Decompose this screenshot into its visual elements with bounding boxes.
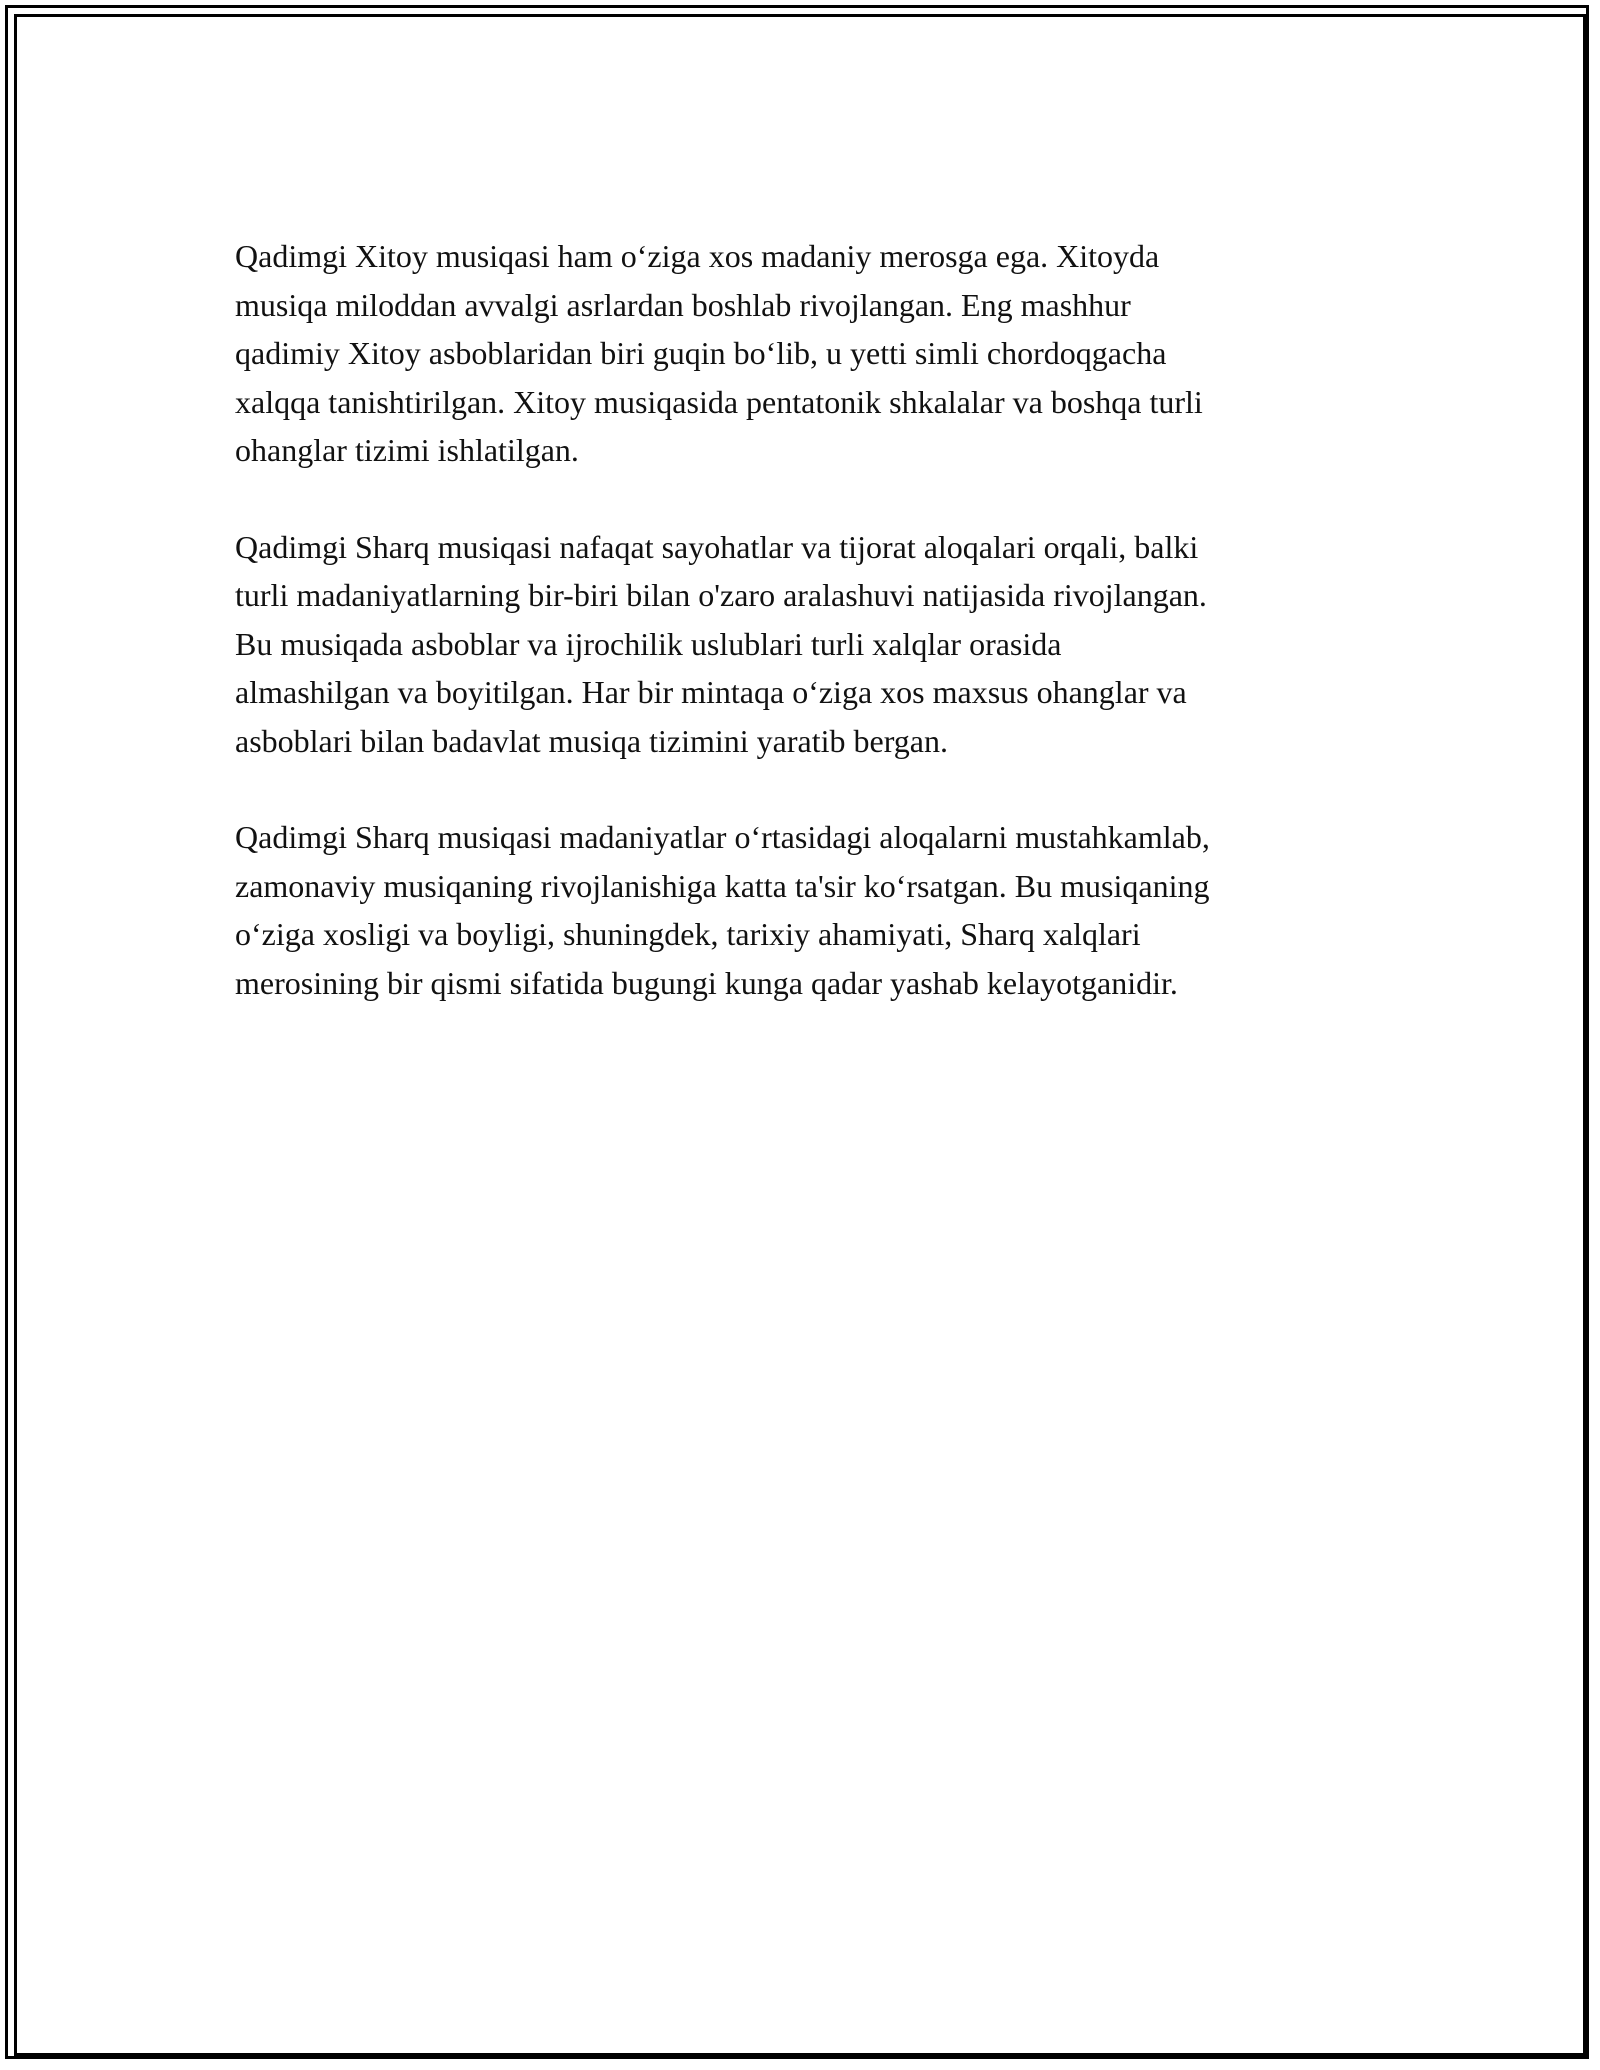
paragraph-eastern-music-development: Qadimgi Sharq musiqasi nafaqat sayohatlar va tijorat aloqalari orqali, balki turli madaniyatlarning bir-biri bilan o'zaro aralashuvi natijasida rivojlangan. Bu musiqada asboblar va ijrochilik uslublari turli xalqlar orasida almashilgan va boyitilgan. Har bir mintaqa o‘ziga xos maxsus ohanglar va asboblari bilan badavlat musiqa tizimini yaratib bergan. — [235, 528, 1207, 759]
paragraph-eastern-music-legacy: Qadimgi Sharq musiqasi madaniyatlar o‘rtasidagi aloqalarni mustahkamlab, zamonaviy musiqaning rivojlanishiga katta ta'sir ko‘rsatgan. Bu musiqaning o‘ziga xosligi va boyligi, shuningdek, tarixiy ahamiyati, Sharq xalqlari merosining bir qismi sifatida bugungi kunga qadar yashab kelayotganidir. — [235, 819, 1210, 1001]
paragraph-chinese-music: Qadimgi Xitoy musiqasi ham o‘ziga xos madaniy merosga ega. Xitoyda musiqa miloddan avvalgi asrlardan boshlab rivojlangan. Eng mashhur qadimiy Xitoy asboblaridan biri guqin bo‘lib, u yetti simli chordoqgacha xalqqa tanishtirilgan. Xitoy musiqasida pentatonik shkalalar va boshqa turli ohanglar tizimi ishlatilgan. — [235, 238, 1203, 468]
document-body — [235, 232, 1365, 1055]
